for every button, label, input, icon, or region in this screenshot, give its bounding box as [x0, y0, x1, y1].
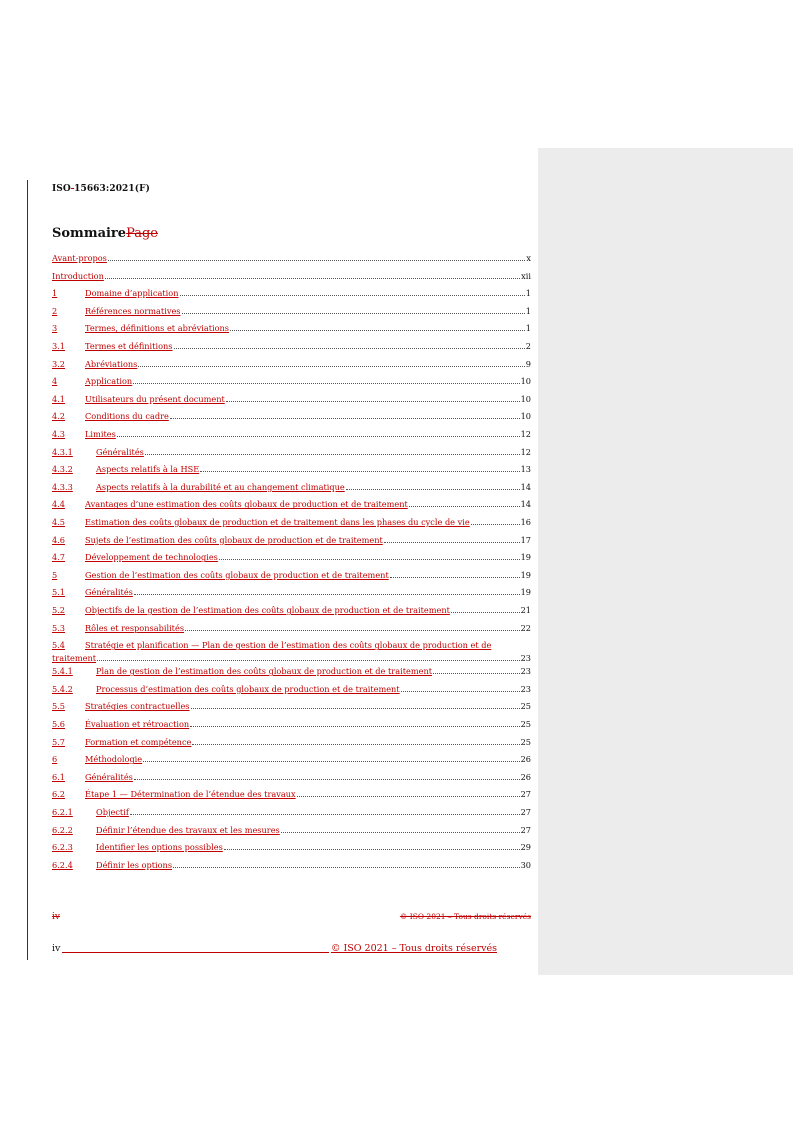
toc-entry-title: Abréviations	[85, 358, 138, 369]
toc-entry-page: 1	[525, 305, 531, 316]
toc-entry-number: 1	[52, 288, 58, 299]
toc-entry-title: Évaluation et rétroaction	[85, 719, 190, 729]
toc-entry-title: Estimation des coûts globaux de production et de traitement dans les phases du cycle de vie	[85, 517, 470, 527]
toc-entry-number: 5.4	[52, 640, 66, 651]
toc-entry[interactable]	[52, 665, 531, 678]
toc-leader-dots	[192, 744, 519, 745]
toc-entry[interactable]	[52, 771, 531, 784]
toc-entry-page: 25	[520, 736, 531, 747]
toc-entry-title-cont: traitement	[52, 653, 97, 664]
toc-entry-title: Application	[85, 376, 133, 387]
toc-entry-page: 17	[520, 534, 531, 545]
toc-entry-title: Étape 1 — Détermination de l’étendue des travaux	[85, 789, 296, 800]
toc-leader-dots	[117, 436, 520, 437]
toc-entry-number: 5.3	[52, 622, 66, 633]
toc-entry[interactable]	[52, 551, 531, 564]
toc-entry-number: 5	[52, 569, 58, 580]
toc-entry-number: 4.6	[52, 534, 66, 545]
toc-leader-dots	[138, 366, 524, 367]
toc-entry-page: 10	[520, 411, 531, 422]
toc-leader-dots	[133, 383, 519, 384]
toc-entry-page: x	[526, 253, 531, 263]
toc-entry[interactable]	[52, 736, 531, 749]
toc-leader-dots	[185, 630, 520, 631]
toc-entry-title: Rôles et responsabilités	[85, 622, 185, 633]
toc-entry-page: 19	[520, 587, 531, 598]
toc-entry-title: Gestion de l’estimation des coûts globaux de production et de traitement	[85, 569, 389, 580]
toc-entry-page: 12	[520, 429, 531, 439]
toc-leader-dots	[224, 849, 520, 850]
toc-entry-number: 4.7	[52, 552, 66, 563]
toc-entry-title: Plan de gestion de l’estimation des coûts globaux de production et de traitement	[96, 666, 433, 677]
toc-entry[interactable]	[52, 622, 531, 635]
toc-entry-number: 5.5	[52, 701, 66, 712]
toc-leader-dots	[190, 726, 519, 727]
toc-leader-dots	[281, 832, 520, 833]
toc-entry-number: 2	[52, 305, 58, 316]
toc-entry-title: Domaine d’application	[85, 288, 179, 299]
toc-entry-page: 27	[520, 789, 531, 800]
toc-leader-dots	[134, 594, 520, 595]
toc-entry[interactable]	[52, 375, 531, 388]
toc-entry-page: 12	[520, 446, 531, 457]
toc-entry[interactable]	[52, 586, 531, 599]
toc-entry-number: 6.2.3	[52, 842, 73, 853]
toc-entry-number: 4.5	[52, 517, 66, 527]
toc-entry-page: 21	[520, 605, 531, 615]
toc-leader-dots	[180, 295, 525, 296]
toc-entry-title: Aspects relatifs à la HSE	[96, 464, 200, 475]
title-main: Sommaire	[52, 226, 127, 241]
toc-entry-title: Processus d’estimation des coûts globaux de production et de traitement	[96, 683, 400, 694]
toc-entry[interactable]	[52, 788, 531, 801]
toc-entry-page: 25	[520, 719, 531, 729]
toc-entry-title: Termes, définitions et abréviations	[85, 323, 230, 334]
toc-entry-title: Aspects relatifs à la durabilité et au changement climatique	[96, 481, 345, 492]
footer-page-number: iv	[52, 943, 61, 954]
toc-leader-dots	[170, 418, 520, 419]
toc-entry-title: Développement de technologies	[85, 552, 218, 563]
toc-leader-dots	[433, 673, 520, 674]
toc-leader-dots	[191, 708, 520, 709]
toc-entry-number: 4.3.3	[52, 481, 73, 492]
toc-entry[interactable]	[52, 718, 531, 731]
toc-entry-number: 3.1	[52, 341, 66, 351]
toc-entry-page: 13	[520, 464, 531, 475]
toc-entry-number: 4.4	[52, 499, 66, 510]
toc-entry[interactable]	[52, 481, 531, 494]
toc-entry-title: Généralités	[96, 446, 144, 457]
toc-entry[interactable]	[52, 287, 531, 300]
toc-entry-page: 22	[520, 622, 531, 633]
toc-entry[interactable]	[52, 410, 531, 423]
toc-leader-dots	[219, 559, 520, 560]
toc-entry-page: 23	[520, 653, 531, 664]
toc-entry[interactable]	[52, 753, 531, 766]
toc-entry-number: 4.3.1	[52, 446, 73, 457]
toc-entry-page: 1	[525, 288, 531, 299]
toc-entry-number: 6	[52, 754, 58, 765]
toc-entry-title: Méthodologie	[85, 754, 143, 765]
toc-entry-page: 19	[520, 569, 531, 580]
toc-entry[interactable]	[52, 569, 531, 582]
toc-leader-dots	[134, 779, 520, 780]
toc-entry[interactable]	[52, 841, 531, 854]
toc-entry-title: Limites	[85, 429, 116, 439]
toc-entry-page: 29	[520, 842, 531, 853]
toc-entry-title: Conditions du cadre	[85, 411, 169, 422]
toc-entry-page: 30	[520, 859, 531, 870]
toc-leader-dots	[451, 612, 520, 613]
toc-leader-dots	[409, 506, 520, 507]
toc-entry-number: 6.2.4	[52, 859, 73, 870]
toc-entry[interactable]	[52, 700, 531, 713]
toc-entry-page: 26	[520, 771, 531, 782]
toc-entry[interactable]	[52, 393, 531, 406]
toc-entry-number: 6.2.2	[52, 824, 73, 835]
toc-entry[interactable]	[52, 340, 531, 353]
toc-entry-page: 14	[520, 499, 531, 510]
toc-entry-title: Définir les options	[96, 859, 173, 870]
toc-entry-title: Généralités	[85, 771, 133, 782]
toc-entry-number: 4.3.2	[52, 464, 73, 475]
toc-entry-page: 10	[520, 393, 531, 404]
toc-leader-dots	[346, 489, 520, 490]
toc-entry-number: 5.1	[52, 587, 66, 598]
toc-entry[interactable]	[52, 305, 531, 318]
toc-entry[interactable]	[52, 806, 531, 819]
toc-entry-title: Stratégies contractuelles	[85, 701, 190, 712]
toc-entry-number: 5.2	[52, 605, 66, 615]
toc-entry-number: 3	[52, 323, 58, 334]
toc-entry-page: xii	[521, 270, 531, 281]
toc-entry-page: 14	[520, 481, 531, 492]
toc-entry-page: 10	[520, 376, 531, 387]
toc-entry-title: Généralités	[85, 587, 133, 598]
toc-entry-title: Termes et définitions	[85, 341, 173, 351]
toc-entry-title: Introduction	[52, 270, 104, 281]
toc-leader-dots	[108, 260, 526, 261]
toc-entry-title: Objectif	[96, 807, 129, 817]
doc-id-suffix: 15663:2021(F)	[74, 184, 150, 194]
toc-entry-page: 27	[520, 807, 531, 817]
footer-inserted	[52, 943, 497, 957]
toc-entry-page: 27	[520, 824, 531, 835]
toc-entry-number: 3.2	[52, 358, 66, 369]
toc-entry[interactable]	[52, 322, 531, 335]
toc-entry-number: 5.7	[52, 736, 66, 747]
toc-leader-dots	[145, 454, 520, 455]
toc-entry[interactable]	[52, 859, 531, 872]
toc-entry[interactable]	[52, 428, 531, 441]
doc-id-prefix: ISO	[52, 184, 71, 194]
toc-entry[interactable]	[52, 498, 531, 511]
toc-entry-page: 9	[525, 358, 531, 369]
document-id	[52, 184, 150, 194]
toc-entry-page: 19	[520, 552, 531, 563]
toc-entry-number: 4	[52, 376, 58, 387]
toc-entry-title: Stratégie et planification — Plan de gestion de l’estimation des coûts globaux de production et de	[85, 640, 492, 651]
toc-entry-page: 16	[520, 517, 531, 527]
toc-entry-number: 5.6	[52, 719, 66, 729]
toc-leader-dots	[230, 330, 525, 331]
toc-entry-page: 25	[520, 701, 531, 712]
toc-leader-dots	[471, 524, 520, 525]
toc-leader-dots	[143, 761, 519, 762]
toc-leader-dots	[105, 278, 520, 279]
toc-entry[interactable]	[52, 534, 531, 547]
toc-entry-title: Identifier les options possibles	[96, 842, 223, 853]
toc-entry-number: 5.4.2	[52, 683, 73, 694]
toc-leader-dots	[401, 691, 520, 692]
toc-entry-number: 6.2	[52, 789, 66, 800]
toc-entry-number: 4.2	[52, 411, 66, 422]
toc-entry-title: Utilisateurs du présent document	[85, 393, 225, 404]
toc-entry-number: 4.3	[52, 429, 66, 439]
toc-entry[interactable]	[52, 358, 531, 371]
toc-entry[interactable]	[52, 270, 531, 283]
toc-entry[interactable]	[52, 446, 531, 459]
toc-entry-page: 2	[525, 341, 531, 351]
toc-entry-number: 6.2.1	[52, 807, 73, 817]
toc-leader-dots	[226, 401, 520, 402]
toc-entry-title: Avantages d’une estimation des coûts globaux de production et de traitement	[85, 499, 408, 510]
footer-copyright: © ISO 2021 – Tous droits réservés	[330, 943, 497, 954]
toc-entry[interactable]	[52, 516, 531, 529]
toc-leader-dots	[97, 660, 520, 661]
toc-leader-dots	[297, 796, 520, 797]
toc-entry-title: Objectifs de la gestion de l’estimation des coûts globaux de production et de traitement	[85, 605, 450, 615]
toc-leader-dots	[174, 348, 525, 349]
toc-entry-number: 5.4.1	[52, 666, 73, 677]
toc-entry-title: Sujets de l’estimation des coûts globaux de production et de traitement	[85, 534, 383, 545]
footer-old-copyright: © ISO 2021 – Tous droits réservés	[399, 912, 531, 921]
toc-entry-page: 1	[525, 323, 531, 334]
toc-entry-number: 6.1	[52, 771, 66, 782]
toc-entry[interactable]	[52, 683, 531, 696]
toc-entry-title: Références normatives	[85, 305, 181, 316]
toc-entry[interactable]	[52, 639, 531, 665]
change-bar	[27, 180, 28, 960]
title-deleted: Page	[126, 226, 158, 241]
toc-entry-page: 23	[520, 666, 531, 677]
toc-entry-page: 23	[520, 683, 531, 694]
toc-leader-dots	[173, 867, 520, 868]
toc-entry[interactable]	[52, 604, 531, 617]
footer-old-page: iv	[52, 912, 60, 922]
page-title	[52, 226, 158, 241]
toc-leader-dots	[130, 814, 520, 815]
toc-entry-page: 26	[520, 754, 531, 765]
toc-leader-dots	[384, 542, 520, 543]
toc-entry-title: Avant-propos	[52, 253, 107, 263]
toc-entry[interactable]	[52, 252, 531, 265]
toc-leader-dots	[390, 577, 520, 578]
toc-entry-title: Définir l’étendue des travaux et les mesures	[96, 824, 280, 835]
footer-underline	[62, 952, 329, 953]
toc-leader-dots	[200, 471, 519, 472]
comment-pane	[538, 148, 793, 975]
toc-leader-dots	[182, 313, 525, 314]
toc-entry[interactable]	[52, 463, 531, 476]
toc-entry[interactable]	[52, 824, 531, 837]
toc-entry-title: Formation et compétence	[85, 736, 192, 747]
toc-entry-number: 4.1	[52, 393, 66, 404]
